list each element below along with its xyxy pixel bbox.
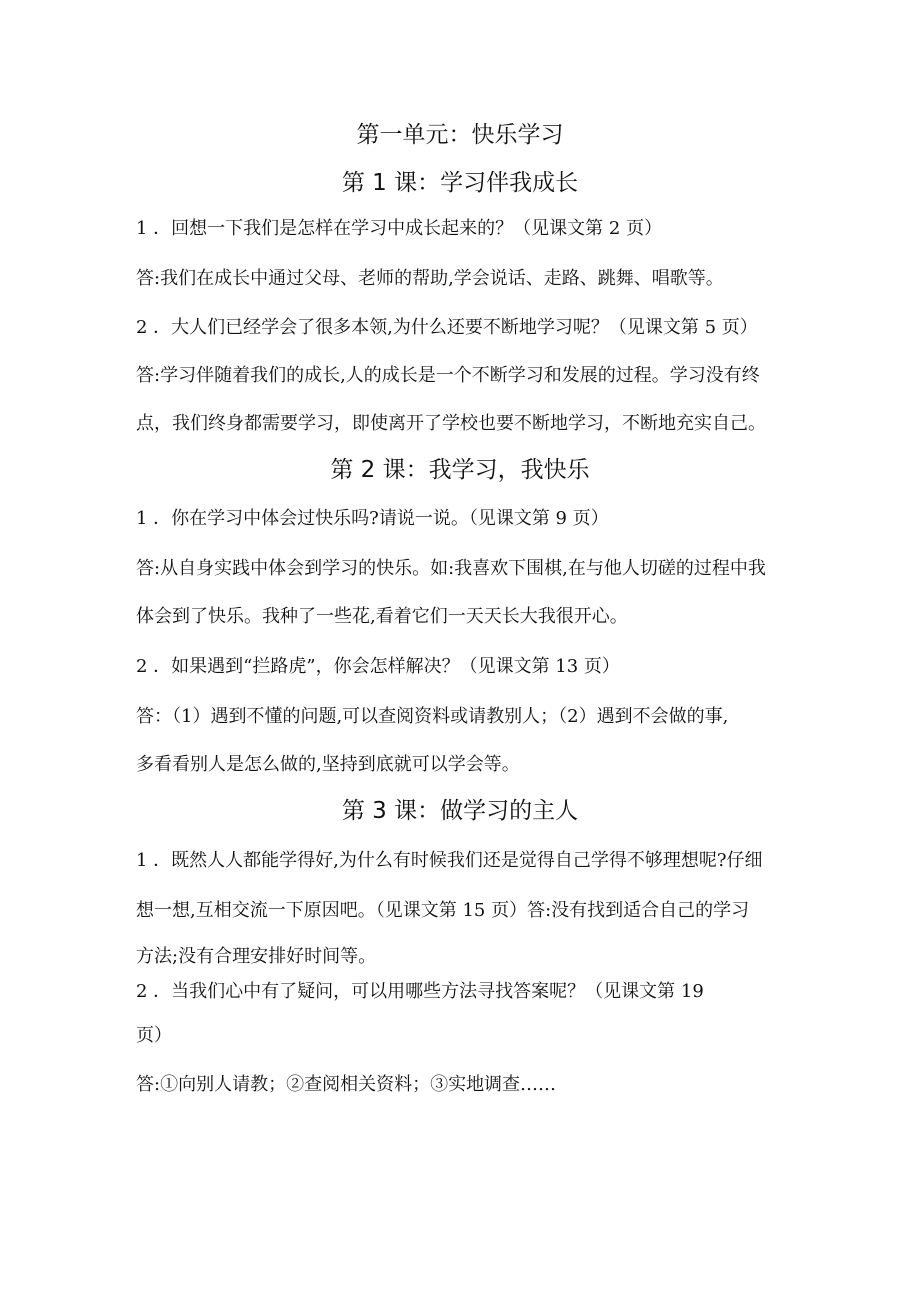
answer-3-2: 答:①向别人请教；②查阅相关资料；③实地调查……	[136, 1074, 557, 1095]
answer-1-1: 答:我们在成长中通过父母、老师的帮助,学会说话、走路、跳舞、唱歌等。	[136, 268, 724, 289]
answer-2-2-line-1: 答：（1）遇到不懂的问题,可以查阅资料或请教别人；（2）遇到不会做的事,	[136, 706, 729, 727]
question-2-1: 1 ．你在学习中体会过快乐吗?请说一说。（见课文第 9 页）	[136, 508, 609, 529]
answer-2-1-line-1: 答:从自身实践中体会到学习的快乐。如:我喜欢下围棋,在与他人切磋的过程中我	[136, 558, 766, 579]
question-3-2-line-1: 2 ．当我们心中有了疑问，可以用哪些方法寻找答案呢？（见课文第 19	[136, 981, 704, 1002]
question-1-1: 1 ．回想一下我们是怎样在学习中成长起来的？（见课文第 2 页）	[136, 218, 663, 239]
lesson-1-title: 第 1 课：学习伴我成长	[341, 170, 579, 196]
lesson-3-title: 第 3 课：做学习的主人	[341, 798, 579, 824]
question-3-1-line-1: 1 ．既然人人都能学得好,为什么有时候我们还是觉得自己学得不够理想呢?仔细	[136, 850, 763, 871]
answer-2-1-line-2: 体会到了快乐。我种了一些花,看着它们一天天长大我很开心。	[136, 606, 628, 627]
question-3-1-line-3: 方法;没有合理安排好时间等。	[136, 946, 377, 967]
lesson-2-title: 第 2 课：我学习，我快乐	[330, 457, 590, 483]
question-1-2: 2 ．大人们已经学会了很多本领,为什么还要不断地学习呢？（见课文第 5 页）	[136, 317, 758, 338]
question-3-1-line-2: 想一想,互相交流一下原因吧。（见课文第 15 页）答:没有找到适合自己的学习	[136, 900, 750, 921]
answer-2-2-line-2: 多看看别人是怎么做的,坚持到底就可以学会等。	[136, 754, 520, 775]
question-2-2: 2 ．如果遇到“拦路虎”，你会怎样解决？（见课文第 13 页）	[136, 656, 620, 677]
unit-title: 第一单元：快乐学习	[356, 122, 564, 148]
answer-1-2-line-1: 答:学习伴随着我们的成长,人的成长是一个不断学习和发展的过程。学习没有终	[136, 365, 760, 386]
answer-1-2-line-2: 点，我们终身都需要学习，即使离开了学校也要不断地学习，不断地充实自己。	[136, 413, 766, 434]
question-3-2-line-2: 页）	[136, 1025, 172, 1046]
